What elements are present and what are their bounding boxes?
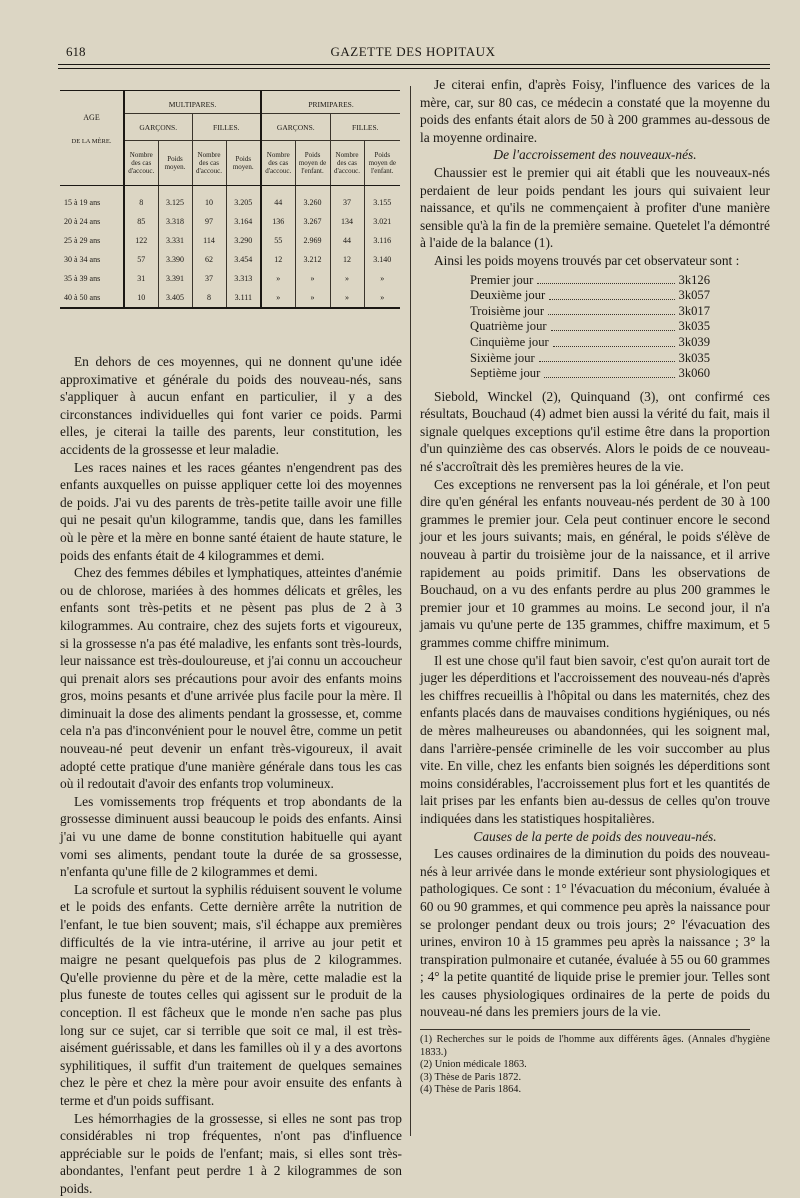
leader-dots xyxy=(553,335,675,347)
paragraph: Chez des femmes débiles et lymphatiques, atteintes d'anémie ou de chlorose, mariées à des hommes délicats et grêles, les enfants sont très-petits et ne pèsent pas plus de 2 à 3 kilogrammes. Au contraire, chez des sujets forts et vigoureux, si la grossesse n'a pas été maladive, les enfants sont très-lourds, leur naissance est très-douloureuse, et j'ai connu un accoucheur qui prenait alors ses précautions pour avoir des enfants moins gros, moins pesants et d'une arrivée plus facile pour la mère. Il diminuait la dose des aliments pendant la grossesse, et, comme cela n'a pas d'inconvénient pour le nouvel être, comme un petit nouveau-né peut devenir un enfant très-vigoureux, il avait adopté cette pratique d'une manière générale dans tous les cas où il redoutait d'avoir des enfants trop volumineux. xyxy=(60,565,402,792)
header-age: AGE xyxy=(83,112,100,122)
table-cell: 44 xyxy=(330,231,364,250)
table-cell: 3.391 xyxy=(158,269,192,288)
age-cell: 25 à 29 ans xyxy=(60,231,124,250)
table-row xyxy=(60,231,400,250)
col-nombre: Nombre des cas d'accouc. xyxy=(261,141,295,186)
footnote: (3) Thèse de Paris 1872. xyxy=(420,1071,522,1083)
col-poids-enfant: Poids moyen de l'enfant. xyxy=(364,141,400,186)
table-cell: 3.331 xyxy=(158,231,192,250)
leader-dots xyxy=(539,351,675,363)
weight-day: Septième jour xyxy=(470,366,541,381)
header-garcons-multi: GARÇONS. xyxy=(124,114,192,141)
table-cell: 3.313 xyxy=(226,269,261,288)
table-cell: » xyxy=(330,269,364,288)
header-rule xyxy=(58,64,770,65)
col-poids: Poids moyen. xyxy=(158,141,192,186)
table-cell: » xyxy=(380,293,385,302)
paragraph: Ainsi les poids moyens trouvés par cet observateur sont : xyxy=(434,252,740,268)
table-cell: 8 xyxy=(192,288,226,308)
leader-dots xyxy=(548,304,674,316)
table-cell: 3.212 xyxy=(295,250,330,269)
table-cell: » xyxy=(295,269,330,288)
weight-day: Sixième jour xyxy=(470,350,535,365)
leader-dots xyxy=(549,288,674,300)
table-cell: 3.260 xyxy=(295,193,330,212)
table-cell: 8 xyxy=(124,193,158,212)
weight-list-item xyxy=(470,304,710,320)
col-nombre: Nombre des cas d'accouc. xyxy=(124,141,158,186)
table-cell: » xyxy=(295,288,330,308)
table-cell: 3.267 xyxy=(295,212,330,231)
col-nombre: Nombre des cas d'accouc. xyxy=(192,141,226,186)
table-row xyxy=(60,193,400,212)
table-cell: 12 xyxy=(330,250,364,269)
paragraph: Les races naines et les races géantes n'engendrent pas des enfants auxquelles on puisse appliquer cette loi des moyennes de poids. J'ai vu des parents de très-petite taille avoir une fille qui ne pesait qu'un kilogramme, tandis que, dans les familles où le père et la mère en bonne santé étaient de haute stature, le poids des enfants était de 4 kilogrammes et demi. xyxy=(60,459,402,563)
weight-day: Troisième jour xyxy=(470,303,545,318)
table-cell: 2.969 xyxy=(295,231,330,250)
weight-day: Cinquième jour xyxy=(470,334,549,349)
paragraph: Je citerai enfin, d'après Foisy, l'influence des varices de la mère, car, sur 80 cas, ce médecin a constaté que la moyenne du poids des enfants était alors de 50 à 200 grammes au-dessous de la moyenne ordinaire. xyxy=(420,77,770,145)
left-column xyxy=(60,353,402,1198)
table-row xyxy=(60,212,400,231)
page-number: 618 xyxy=(66,44,86,59)
col-nombre: Nombre des cas d'accouc. xyxy=(330,141,364,186)
header-filles-multi: FILLES. xyxy=(192,114,261,141)
paragraph: En dehors de ces moyennes, qui ne donnent qu'une idée approximative et générale du poids des nouveau-nés, sans s'appliquer à aucun enfant en particulier, il y a des circonstances individuelles qui font varier ce poids. Parmi elles, je citerai la taille des parents, leur constitution, les accidents de la grossesse et leur maladie. xyxy=(60,354,402,457)
age-cell: 30 à 34 ans xyxy=(60,250,124,269)
weight-value: 3k060 xyxy=(678,366,710,381)
col-poids: Poids moyen. xyxy=(226,141,261,186)
age-cell: 35 à 39 ans xyxy=(60,269,124,288)
table-cell: 37 xyxy=(192,269,226,288)
table-row xyxy=(60,288,400,308)
table-cell: 3.405 xyxy=(158,288,192,308)
table-cell: 85 xyxy=(124,212,158,231)
weight-list-item xyxy=(470,319,710,335)
leader-dots xyxy=(544,366,674,378)
column-divider xyxy=(410,86,411,1136)
table-cell: 134 xyxy=(330,212,364,231)
weight-value: 3k017 xyxy=(678,303,710,318)
age-cell: 20 à 24 ans xyxy=(60,212,124,231)
weight-day: Quatrième jour xyxy=(470,319,547,334)
paragraph: La scrofule et surtout la syphilis réduisent souvent le volume et le poids des enfants. Cette dernière arrête la nutrition de l'enfant, le tue bien souvent; mais, s'il échappe aux premières difficultés de la vie intra-utérine, il arrive au jour petit et maigre ne pesant quelquefois pas plus de 2 kilogrammes. Qu'elle provienne du père et de la mère, cette maladie est la plus funeste de toutes celles qui agissent sur le produit de la conception. Il est fâcheux que le monde n'en sache pas plus long sur ce sujet, car si terrible que soit ce mal, il est très-aisément guérissable, et dans les familles où il y a des avortons syphilitiques, il suffit d'un traitement de quelques semaines chez le père et chez la mère pour avoir ensuite des enfants à terme et d'un poids suffisant. xyxy=(60,881,402,1108)
age-cell: 40 à 50 ans xyxy=(60,288,124,308)
table-cell: 3.454 xyxy=(226,250,261,269)
table-cell: » xyxy=(261,288,295,308)
table-cell: 3.390 xyxy=(158,250,192,269)
leader-dots xyxy=(537,273,674,285)
table-cell: 55 xyxy=(261,231,295,250)
header-multipares: MULTIPARES. xyxy=(124,91,261,114)
header-age-mere: DE LA MÈRE. xyxy=(71,137,112,145)
table-cell: » xyxy=(330,288,364,308)
table-cell: 3.164 xyxy=(226,212,261,231)
table-cell: 3.205 xyxy=(226,193,261,212)
leader-dots xyxy=(551,319,675,331)
table-cell: 37 xyxy=(330,193,364,212)
weight-value: 3k057 xyxy=(678,288,710,303)
footnote: (1) Recherches sur le poids de l'homme aux différents âges. (Annales d'hygiène 1833.) xyxy=(420,1034,770,1058)
col-poids-enfant: Poids moyen de l'enfant. xyxy=(295,141,330,186)
page-header xyxy=(58,44,768,62)
weight-list-item xyxy=(470,335,710,351)
table-cell: 3.318 xyxy=(158,212,192,231)
weight-table xyxy=(60,90,400,312)
paragraph: Les hémorrhagies de la grossesse, si elles ne sont pas trop considérables ni trop fréquentes, n'ont pas d'influence appréciable sur le poids de l'enfant; mais, si elles sont très-abondantes, l'enfant peut perdre 1 à 2 kilogrammes de son poids. xyxy=(60,1110,402,1196)
weight-list-item xyxy=(470,351,710,367)
paragraph: Il est une chose qu'il faut bien savoir, c'est qu'on aurait tort de juger les déperditions et l'accroissement des nouveau-nés d'après les chiffres recueillis à l'hôpital ou dans les maternités, chez des enfants placés dans de mauvaises conditions hygiéniques, ou nés de mères malheureuses ou abandonnées, qui les soignent mal, dans l'arrière-pensée criminelle de les voir succomber au plus vite. En ville, chez les enfants bien soignés les déperditions sont moins considérables, l'accroissement plus fort et les quantités de lait prises par les enfants bien au-dessus de celles qu'on trouve indiquées dans les statistiques hospitalières. xyxy=(420,652,770,826)
header-rule-thin xyxy=(58,68,770,69)
table-cell: 62 xyxy=(192,250,226,269)
table-cell: 3.021 xyxy=(373,217,392,226)
table-cell: 136 xyxy=(261,212,295,231)
table-cell: 12 xyxy=(261,250,295,269)
table-row xyxy=(60,269,400,288)
header-primipares: PRIMIPARES. xyxy=(261,91,400,114)
table-cell: 3.116 xyxy=(373,236,392,245)
table-cell: 3.111 xyxy=(226,288,261,308)
weight-day: Premier jour xyxy=(470,272,534,287)
table-cell: 31 xyxy=(124,269,158,288)
table-cell: 3.140 xyxy=(373,255,392,264)
table-cell: 3.125 xyxy=(158,193,192,212)
weight-value: 3k035 xyxy=(678,319,710,334)
weight-list-item xyxy=(470,273,710,289)
table-cell: 3.290 xyxy=(226,231,261,250)
section-heading: De l'accroissement des nouveaux-nés. xyxy=(493,147,697,163)
table-row xyxy=(60,250,400,269)
weight-day: Deuxième jour xyxy=(470,288,546,303)
header-filles-primi: FILLES. xyxy=(330,114,400,141)
table-cell: » xyxy=(261,269,295,288)
table-cell: 3.155 xyxy=(373,198,392,207)
footnote: (2) Union médicale 1863. xyxy=(420,1059,527,1071)
table-cell: 10 xyxy=(192,193,226,212)
weight-value: 3k126 xyxy=(678,272,710,287)
header-garcons-primi: GARÇONS. xyxy=(261,114,330,141)
table-cell: 97 xyxy=(192,212,226,231)
table-cell: 122 xyxy=(124,231,158,250)
footnote-rule xyxy=(420,1029,750,1030)
weight-value: 3k039 xyxy=(678,334,710,349)
footnote: (4) Thèse de Paris 1864. xyxy=(420,1084,522,1096)
paragraph: Les vomissements trop fréquents et trop abondants de la grossesse diminuent aussi beaucoup le poids des enfants. Ainsi j'ai vu une dame de bonne constitution habituelle qui ayant vomi ses aliments, pendant toute la durée de sa grossesse, n'enfanta qu'une fille de 2 kilogrammes et demi. xyxy=(60,793,402,880)
weight-list-item xyxy=(470,366,710,382)
table-cell: » xyxy=(380,274,385,283)
section-heading: Causes de la perte de poids des nouveau-nés. xyxy=(473,828,717,844)
right-column xyxy=(420,76,770,1097)
table-cell: 44 xyxy=(261,193,295,212)
table-cell: 57 xyxy=(124,250,158,269)
table-body xyxy=(60,193,400,308)
paragraph: Chaussier est le premier qui ait établi que les nouveaux-nés perdaient de leur poids pendant les jours qui suivaient leur naissance, et qu'ils ne commençaient à profiter d'une manière sensible qu'à la fin de la première semaine. Quetelet l'a démontré à l'aide de la balance (1). xyxy=(420,164,770,251)
table-cell: 114 xyxy=(192,231,226,250)
paragraph: Les causes ordinaires de la diminution du poids des nouveau-nés à leur arrivée dans le monde extérieur sont physiologiques et pathologiques. Ce sont : 1° l'évacuation du méconium, évaluée à 60 ou 90 grammes, et qui commence peu après la naissance pour se prolonger pendant deux ou trois jours; 2° l'évacuation des urines, environ 10 à 15 grammes peu après la naissance ; 3° la transpiration pulmonaire et cutanée, évaluée à 55 ou 60 grammes ; 4° la petite quantité de liquide prise le premier jour. Telles sont les causes physiologiques ordinaires de la perte de poids du nouveau-né dans les premiers jours de la vie. xyxy=(420,846,770,1020)
weight-value: 3k035 xyxy=(678,350,710,365)
paragraph: Siebold, Winckel (2), Quinquand (3), ont confirmé ces résultats, Bouchaud (4) admet bien aussi la vérité du fait, mais il signale quelques exceptions qu'il estime être dans la proportion d'un quinzième des cas observés. Alors le poids de ce nouveau-né s'accroîtrait dès les premières heures de la vie. xyxy=(420,388,770,475)
paragraph: Ces exceptions ne renversent pas la loi générale, et l'on peut dire qu'en général les enfants nouveau-nés perdent de 30 à 100 grammes le premier jour. Cela peut continuer encore le second jour et les jours suivants; mais, en général, le poids s'élève de nouveau à partir du troisième jour de la naissance, et il arrive rapidement au poids primitif. Dans les observations de Bouchaud, on a vu des enfants perdre au plus 200 grammes le premier jour et 10 grammes au moins. Le second jour, il n'a jamais vu qu'une perte de 135 grammes, chiffre maximum, et 5 grammes comme chiffre minimum. xyxy=(420,476,770,650)
table-cell: 10 xyxy=(124,288,158,308)
daily-weight-list xyxy=(470,273,710,382)
journal-title: GAZETTE DES HOPITAUX xyxy=(330,44,496,59)
weight-list-item xyxy=(470,288,710,304)
age-cell: 15 à 19 ans xyxy=(60,193,124,212)
